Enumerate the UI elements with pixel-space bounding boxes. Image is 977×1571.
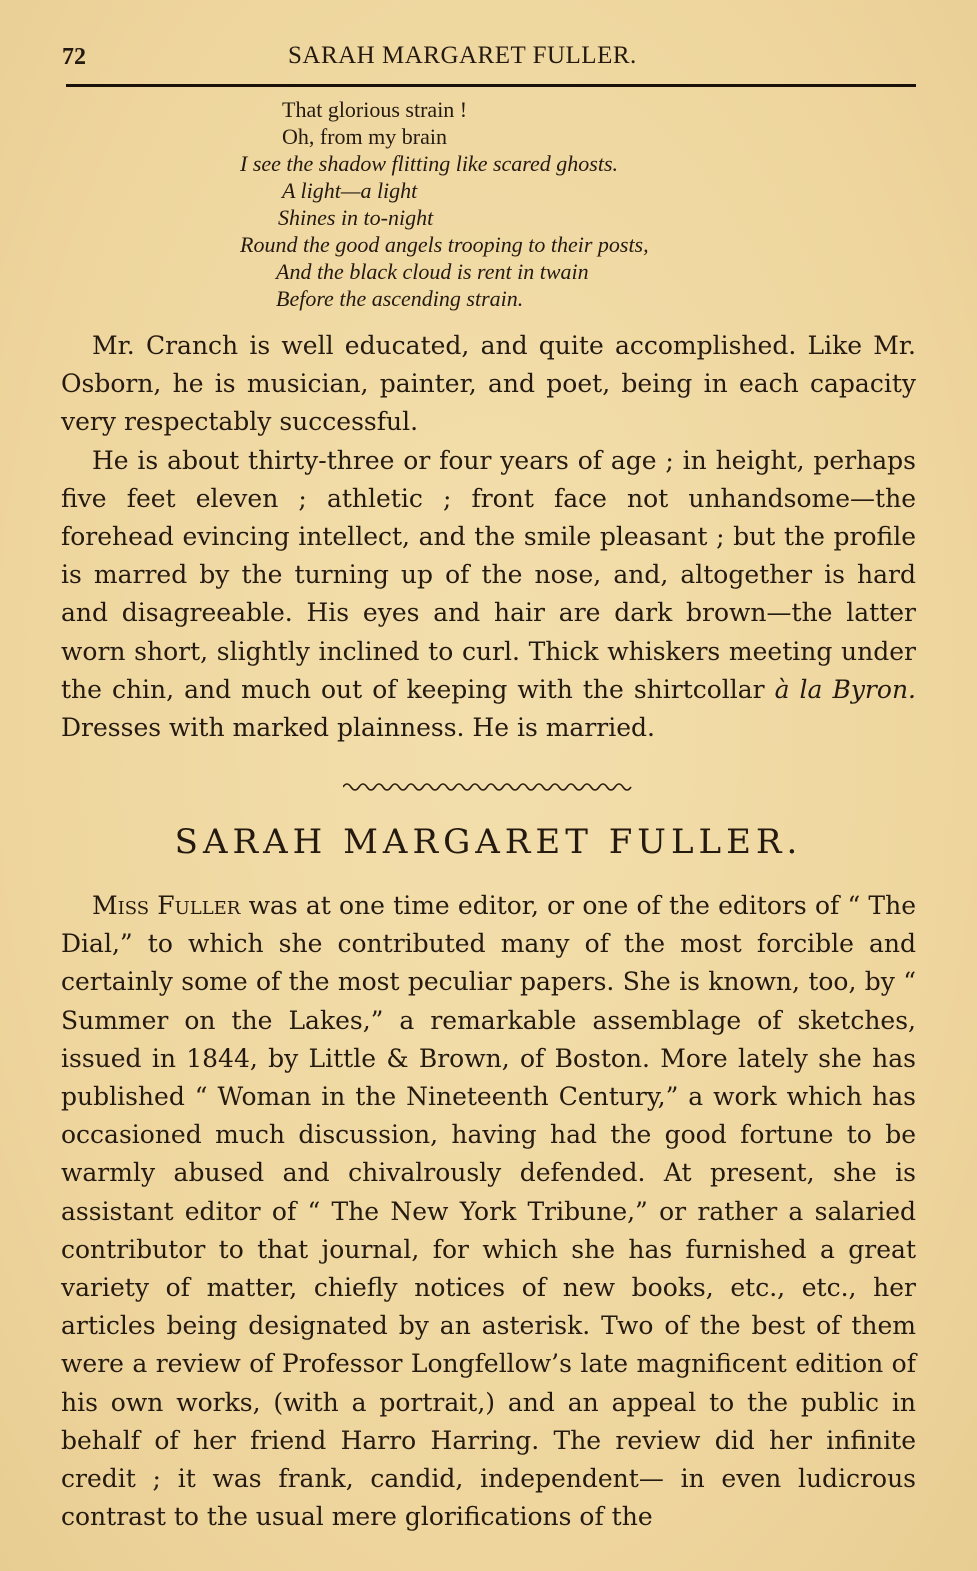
header-rule (66, 84, 916, 87)
paragraph: Mr. Cranch is well educated, and quite accomplished. Like Mr. Osborn, he is musician, painter, and poet, being in each capacity very respectably successful. (61, 331, 916, 437)
paragraph-text: Dresses with marked plainness. He is married. (61, 713, 655, 743)
paragraph (61, 442, 916, 748)
paragraph-text: was at one time editor, or one of the editors of “ The Dial,” to which she contributed many of the most forcible and certainly some of the most peculiar papers. She is known, too, by “ Summer on the Lakes,” a remarkable assemblage of sketches, issued in 1844, by Little & Brown, of Boston. More lately she has published “ Woman in the Nineteenth Century,” a work which has occasioned much discussion, having had the good fortune to be warmly abused and chivalrously defended. At present, she is assistant editor of “ The New York Tribune,” or rather a salaried contributor to that journal, for which she has furnished a great variety of matter, chiefly notices of new books, etc., etc., her articles being designated by an asterisk. Two of the best of them were a review of Professor Longfellow’s late magnificent edition of his own works, (with a portrait,) and an appeal to the public in behalf of her friend Harro Harring. The review did her infinite credit ; it was frank, candid, independent— in even ludicrous contrast to the usual mere glorifications of the (61, 891, 916, 1532)
lead-name: Miss Fuller (92, 891, 241, 920)
poem-line: And the black cloud is rent in twain (276, 259, 589, 284)
running-title: SARAH MARGARET FULLER. (288, 42, 637, 69)
poem-line: That glorious strain ! (282, 97, 468, 122)
page-number: 72 (62, 44, 86, 70)
wavy-divider-ornament (343, 781, 635, 793)
poem-line: A light—a light (282, 178, 418, 203)
poem-line: Shines in to-night (278, 205, 434, 230)
poem-line: Round the good angels trooping to their posts, (240, 232, 649, 257)
poem-line: Before the ascending strain. (276, 286, 524, 311)
cranch-description (61, 327, 916, 747)
paragraph-text: He is about thirty-three or four years of age ; in height, perhaps five feet eleven ; athletic ; front face not unhandsome—the forehead evincing intellect, and the smile pleasant ; but the profile is marred by the turning up of the nose, and, altogether is hard and disagreeable. His eyes and hair are dark brown—the latter worn short, slightly inclined to curl. Thick whiskers meeting under the chin, and much out of keeping with the shirtcollar (61, 445, 916, 704)
section-title: SARAH MARGARET FULLER. (174, 822, 803, 862)
italic-phrase: à la Byron. (774, 674, 916, 704)
fuller-description (61, 887, 916, 1536)
poem-line: I see the shadow flitting like scared ghosts. (240, 151, 619, 176)
page-header (62, 42, 918, 76)
poem-line: Oh, from my brain (282, 124, 447, 149)
paragraph (61, 887, 916, 1536)
